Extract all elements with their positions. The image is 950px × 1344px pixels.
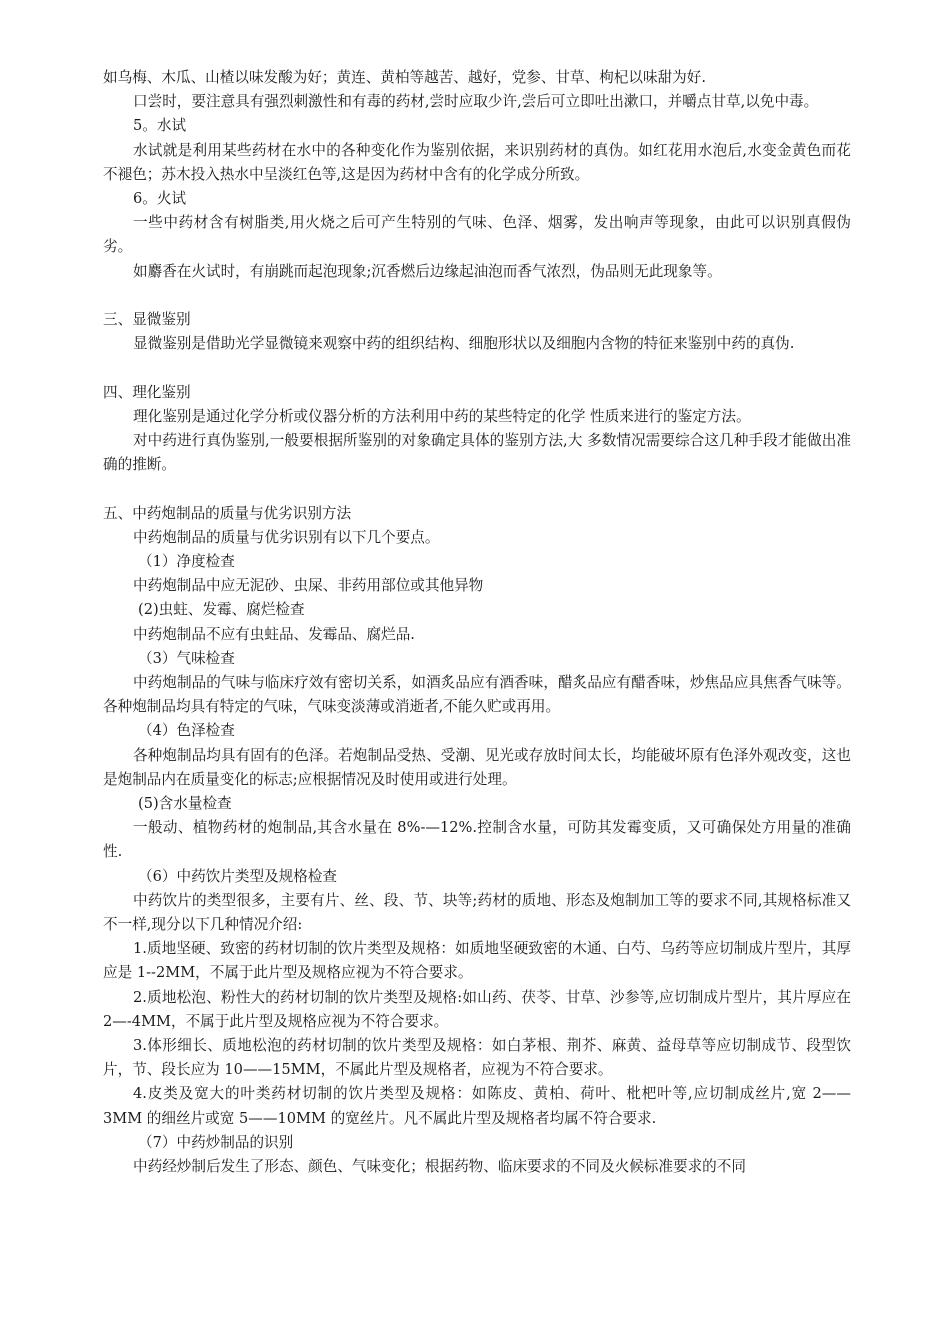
- paragraph-fried-product-identification: 中药经炒制后发生了形态、颜色、气味变化；根据药物、临床要求的不同及火候标准要求的不同: [133, 1158, 746, 1176]
- paragraph-insect-mold-check: 中药炮制品不应有虫蛀品、发霉品、腐烂品.: [133, 625, 415, 643]
- document-page: [103, 66, 851, 1179]
- paragraph-slice-rule-4: 4.皮类及宽大的叶类药材切制的饮片类型及规格：如陈皮、黄柏、荷叶、枇杷叶等,应切制成丝片,宽 2——3MM 的细丝片或宽 5——10MM 的宽丝片。凡不属此片型及规格者均属不符合要求.: [103, 1085, 851, 1127]
- paragraph-taste-examples: 如乌梅、木瓜、山楂以味发酸为好；黄连、黄柏等越苦、越好，党参、甘草、枸杞以味甜为好.: [103, 69, 706, 86]
- paragraph-fire-test: 一些中药材含有树脂类,用火烧之后可产生特别的气味、色泽、烟雾，发出响声等现象，由此可以识别真假伪劣。: [103, 214, 851, 256]
- subheading-odor-check: （3）气味检查: [138, 649, 235, 667]
- paragraph-slice-rule-2: 2.质地松泡、粉性大的药材切制的饮片类型及规格:如山药、茯苓、甘草、沙参等,应切制成片型片，其片厚应在 2—-4MM，不属于此片型及规格应视为不符合要求。: [103, 988, 851, 1030]
- paragraph-color-check: 各种炮制品均具有固有的色泽。若炮制品受热、受潮、见光或存放时间太长，均能破坏原有色泽外观改变，这也是炮制品内在质量变化的标志;应根据情况及时使用或进行处理。: [103, 746, 851, 788]
- subheading-insect-mold-check: (2)虫蛀、发霉、腐烂检查: [138, 601, 305, 619]
- spacer: [103, 356, 851, 380]
- paragraph-physicochemical-identification: 理化鉴别是通过化学分析或仪器分析的方法利用中药的某些特定的化学 性质来进行的鉴定方法。: [133, 407, 751, 425]
- heading-physicochemical-identification: 四、理化鉴别: [103, 383, 191, 401]
- paragraph-microscopic-identification: 显微鉴别是借助光学显微镜来观察中药的组织结构、细胞形状以及细胞内含物的特征来鉴别中药的真伪.: [133, 335, 795, 353]
- paragraph-water-test: 水试就是利用某些药材在水中的各种变化作为鉴别依据，来识别药材的真伪。如红花用水泡后,水变金黄色而花不褪色；苏木投入热水中呈淡红色等,这是因为药材中含有的化学成分所致。: [103, 141, 851, 183]
- paragraph-quality-points: 中药炮制品的质量与优劣识别有以下几个要点。: [133, 528, 440, 546]
- paragraph-moisture-check: 一般动、植物药材的炮制品,其含水量在 8%-—12%.控制含水量，可防其发霉变质，又可确保处方用量的准确性.: [103, 819, 851, 861]
- paragraph-purity-check: 中药炮制品中应无泥砂、虫屎、非药用部位或其他异物: [133, 577, 484, 595]
- paragraph-odor-check: 中药炮制品的气味与临床疗效有密切关系，如酒炙品应有酒香味，醋炙品应有醋香味，炒焦品应具焦香气味等。各种炮制品均具有特定的气味，气味变淡薄或消逝者,不能久贮或再用。: [103, 674, 851, 716]
- subheading-purity-check: （1）净度检查: [138, 553, 235, 571]
- subheading-moisture-check: (5)含水量检查: [138, 795, 232, 813]
- subheading-fried-product-identification: （7）中药炒制品的识别: [138, 1133, 294, 1151]
- spacer: [103, 284, 851, 308]
- paragraph-slice-types: 中药饮片的类型很多，主要有片、丝、段、节、块等;药材的质地、形态及炮制加工等的要求不同,其规格标准又不一样,现分以下几种情况介绍:: [103, 891, 851, 934]
- subheading-fire-test: 6。火试: [133, 190, 187, 208]
- subheading-water-test: 5。水试: [133, 117, 187, 135]
- subheading-color-check: （4）色泽检查: [138, 722, 235, 740]
- paragraph-slice-rule-1: 1.质地坚硬、致密的药材切制的饮片类型及规格：如质地坚硬致密的木通、白芍、乌药等应切制成片型片，其厚应是 1--2MM，不属于此片型及规格应视为不符合要求。: [103, 940, 851, 982]
- heading-microscopic-identification: 三、显微鉴别: [103, 311, 191, 329]
- subheading-slice-type-check: （6）中药饮片类型及规格检查: [138, 867, 338, 885]
- paragraph-taste-caution: 口尝时，要注意具有强烈刺激性和有毒的药材,尝时应取少许,尝后可立即吐出漱口，并嚼点甘草,以免中毒。: [133, 93, 819, 111]
- heading-processed-product-quality: 五、中药炮制品的质量与优劣识别方法: [103, 504, 352, 522]
- paragraph-fire-test-examples: 如麝香在火试时，有崩跳而起泡现象;沉香燃后边缘起油泡而香气浓烈，伪品则无此现象等。: [133, 262, 722, 280]
- paragraph-slice-rule-3: 3.体形细长、质地松泡的药材切制的饮片类型及规格：如白茅根、荆芥、麻黄、益母草等应切制成节、段型饮片，节、段长应为 10——15MM，不属此片型及规格者，应视为不符合要求。: [103, 1037, 851, 1079]
- paragraph-combined-methods: 对中药进行真伪鉴别,一般要根据所鉴别的对象确定具体的鉴别方法,大 多数情况需要综合这几种手段才能做出准确的推断。: [103, 432, 851, 474]
- spacer: [103, 477, 851, 501]
